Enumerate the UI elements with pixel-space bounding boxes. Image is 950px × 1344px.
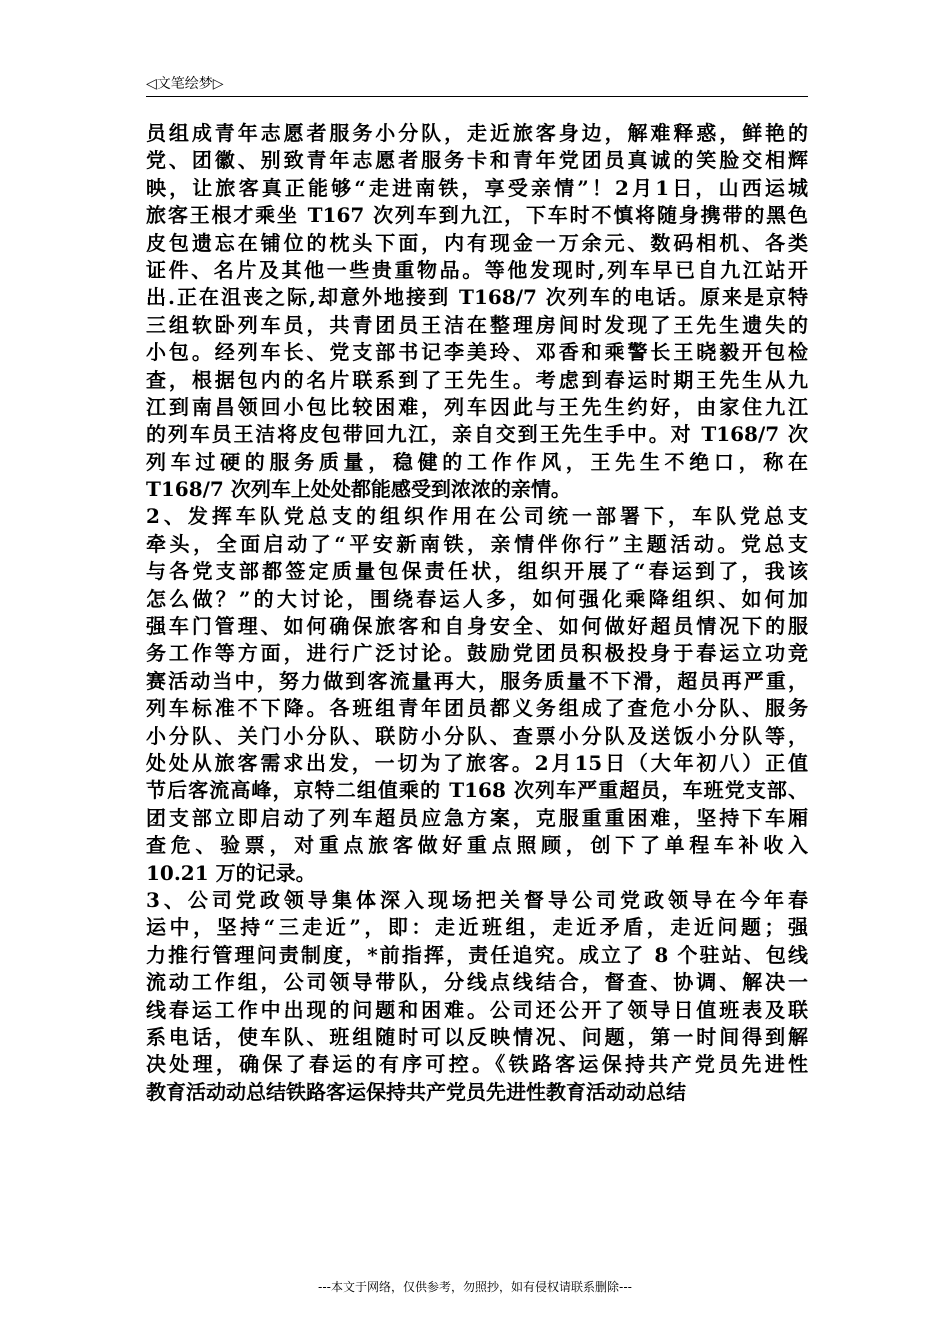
body-line: T168/7 次列车上处处都能感受到浓浓的亲情。 (146, 477, 571, 502)
body-line: 党、团徽、别致青年志愿者服务卡和青年党团员真诚的笑脸交相辉 (146, 148, 808, 173)
body-line: 强车门管理、如何确保旅客和自身安全、如何做好超员情况下的服 (146, 614, 808, 639)
body-line: 流动工作组，公司领导带队，分线点线结合，督查、协调、解决一 (146, 970, 808, 995)
body-line: 列车标准不下降。各班组青年团员都义务组成了查危小分队、服务 (146, 696, 808, 721)
body-line: 小包。经列车长、党支部书记李美玲、邓香和乘警长王晓毅开包检 (146, 340, 808, 365)
body-line: 3、公司党政领导集体深入现场把关督导公司党政领导在今年春 (146, 887, 808, 912)
body-line: 牵头，全面启动了“平安新南铁，亲情伴你行”主题活动。党总支 (146, 531, 808, 556)
body-line: 力推行管理问责制度，*前指挥，责任追究。成立了 8 个驻站、包线 (146, 942, 808, 967)
body-line: 赛活动当中，努力做到客流量再大，服务质量不下滑，超员再严重， (146, 668, 808, 693)
body-line: 旅客王根才乘坐 T167 次列车到九江，下车时不慎将随身携带的黑色 (146, 203, 808, 228)
body-line: 运中，坚持“三走近”，即：走近班组，走近矛盾，走近问题；强 (146, 915, 808, 940)
body-line: 查，根据包内的名片联系到了王先生。考虑到春运时期王先生从九 (146, 367, 808, 392)
body-line: 映，让旅客真正能够“走进南铁，享受亲情”！2月1日，山西运城 (146, 175, 808, 200)
body-line: 出.正在沮丧之际,却意外地接到 T168/7 次列车的电话。原来是京特 (146, 285, 808, 310)
body-line: 列车过硬的服务质量，稳健的工作作风，王先生不绝口，称在 (146, 449, 808, 474)
body-line: 证件、名片及其他一些贵重物品。等他发现时,列车早已自九江站开 (146, 257, 808, 282)
body-line: 江到南昌领回小包比较困难，列车因此与王先生约好，由家住九江 (146, 394, 808, 419)
header-divider (146, 96, 808, 97)
body-line: 10.21 万的记录。 (146, 860, 316, 885)
body-line: 务工作等方面，进行广泛讨论。鼓励党团员积极投身于春运立功竞 (146, 641, 808, 666)
body-line: 查危、验票，对重点旅客做好重点照顾，创下了单程车补收入 (146, 833, 808, 858)
body-line: 2、发挥车队党总支的组织作用在公司统一部署下，车队党总支 (146, 504, 808, 529)
body-line: 系电话，使车队、班组随时可以反映情况、问题，第一时间得到解 (146, 1024, 808, 1049)
body-line: 教育活动动总结铁路客运保持共产党员先进性教育活动动总结 (146, 1079, 686, 1104)
body-line: 小分队、关门小分队、联防小分队、查票小分队及送饭小分队等， (146, 723, 808, 748)
body-line: 决处理，确保了春运的有序可控。《铁路客运保持共产党员先进性 (146, 1052, 808, 1077)
body-line: 皮包遗忘在铺位的枕头下面，内有现金一万余元、数码相机、各类 (146, 230, 808, 255)
body-line: 员组成青年志愿者服务小分队，走近旅客身边，解难释惑，鲜艳的 (146, 121, 808, 145)
body-line: 线春运工作中出现的问题和困难。公司还公开了领导日值班表及联 (146, 997, 808, 1022)
body-line: 团支部立即启动了列车超员应急方案，克服重重困难，坚持下车厢 (146, 805, 808, 830)
body-line: 的列车员王洁将皮包带回九江，亲自交到王先生手中。对 T168/7 次 (146, 422, 808, 447)
document-header: ◁文笔绘梦▷ (146, 76, 224, 92)
document-footer: ---本文于网络，仅供参考，勿照抄，如有侵权请联系删除--- (318, 1280, 632, 1294)
body-line: 节后客流高峰，京特二组值乘的 T168 次列车严重超员，车班党支部、 (146, 778, 808, 803)
body-line: 怎么做？”的大讨论，围绕春运人多，如何强化乘降组织、如何加 (146, 586, 808, 611)
body-line: 与各党支部都签定质量包保责任状，组织开展了“春运到了，我该 (146, 559, 808, 584)
body-line: 处处从旅客需求出发，一切为了旅客。2月15日（大年初八）正值 (146, 750, 808, 775)
body-line: 三组软卧列车员，共青团员王洁在整理房间时发现了王先生遗失的 (146, 312, 808, 337)
document-body (146, 120, 808, 1106)
